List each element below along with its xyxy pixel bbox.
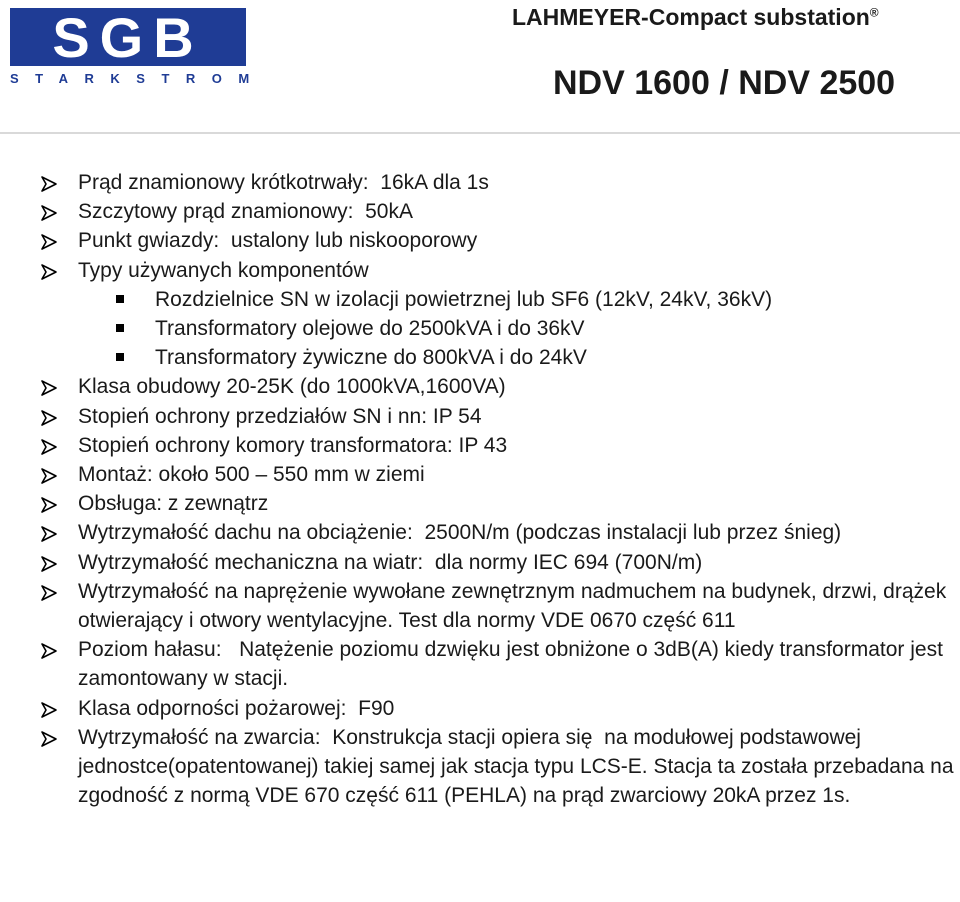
list-item-text: Wytrzymałość mechaniczna na wiatr: dla normy IEC 694 (700N/m) <box>78 550 703 574</box>
arrow-bullet-icon <box>40 260 58 278</box>
list-item <box>40 402 960 431</box>
list-item-text: Punkt gwiazdy: ustalony lub niskooporowy <box>78 229 478 253</box>
list-item-text: Typy używanych komponentów <box>78 258 369 282</box>
list-item <box>40 635 960 693</box>
sub-list-item <box>40 314 960 343</box>
list-item <box>40 723 960 811</box>
list-item-text: Stopień ochrony przedziałów SN i nn: IP 54 <box>78 404 482 428</box>
arrow-bullet-icon <box>40 639 58 657</box>
model-title: NDV 1600 / NDV 2500 <box>553 64 896 102</box>
list-item-text: Wytrzymałość na naprężenie wywołane zewnętrznym nadmuchem na budynek, drzwi, drążek otwierający i otwory wentylacyjne. Test dla normy VDE 0670 część 611 <box>78 579 953 633</box>
arrow-bullet-icon <box>40 435 58 453</box>
header <box>0 0 960 134</box>
list-item <box>40 548 960 577</box>
list-item <box>40 168 960 197</box>
product-title <box>512 4 879 31</box>
arrow-bullet-icon <box>40 172 58 190</box>
list-item-text: Wytrzymałość na zwarcia: Konstrukcja stacji opiera się na modułowej podstawowej jednostce(opatentowanej) takiej samej jak stacja typu LCS-E. Stacja ta została przebadana na zgodność z normą VDE 670 część 611 (PEHLA) na prąd zwarciowy 20kA przez 1s. <box>78 725 960 808</box>
list-item <box>40 489 960 518</box>
list-item <box>40 197 960 226</box>
list-item-text: Rozdzielnice SN w izolacji powietrznej lub SF6 (12kV, 24kV, 36kV) <box>155 287 773 311</box>
list-item-text: Prąd znamionowy krótkotrwały: 16kA dla 1s <box>78 171 489 194</box>
list-item-text: Szczytowy prąd znamionowy: 50kA <box>78 200 413 224</box>
logo-text: SGB <box>52 6 204 69</box>
list-item <box>40 226 960 255</box>
arrow-bullet-icon <box>40 464 58 482</box>
logo-subtext: STARKSTROM <box>10 71 266 86</box>
arrow-bullet-icon <box>40 406 58 424</box>
arrow-bullet-icon <box>40 552 58 570</box>
arrow-bullet-icon <box>40 201 58 219</box>
list-item-text: Klasa odporności pożarowej: F90 <box>78 696 395 720</box>
list-item <box>40 256 960 285</box>
list-item-text: Transformatory olejowe do 2500kVA i do 36kV <box>155 317 585 341</box>
arrow-bullet-icon <box>40 230 58 248</box>
list-item <box>40 577 960 635</box>
list-item-text: Stopień ochrony komory transformatora: IP 43 <box>78 433 508 457</box>
list-item-text: Klasa obudowy 20-25K (do 1000kVA,1600VA) <box>78 375 506 399</box>
product-title-text: LAHMEYER-Compact substation <box>512 4 870 30</box>
arrow-bullet-icon <box>40 493 58 511</box>
sub-list-item <box>40 343 960 372</box>
sub-list-item <box>40 285 960 314</box>
list-item-text: Transformatory żywiczne do 800kVA i do 24kV <box>155 346 587 370</box>
arrow-bullet-icon <box>40 698 58 716</box>
spec-list <box>40 168 960 810</box>
square-bullet-icon <box>116 295 124 303</box>
arrow-bullet-icon <box>40 727 58 745</box>
list-item-text: Montaż: około 500 – 550 mm w ziemi <box>78 463 425 487</box>
square-bullet-icon <box>116 324 124 332</box>
square-bullet-icon <box>116 353 124 361</box>
list-item <box>40 460 960 489</box>
list-item <box>40 431 960 460</box>
list-item-text: Wytrzymałość dachu na obciążenie: 2500N/m (podczas instalacji lub przez śnieg) <box>78 521 842 545</box>
list-item-text: Obsługa: z zewnątrz <box>78 492 269 516</box>
arrow-bullet-icon <box>40 522 58 540</box>
arrow-bullet-icon <box>40 581 58 599</box>
sgb-logo <box>10 6 266 88</box>
list-item-text: Poziom hałasu: Natężenie poziomu dzwięku jest obniżone o 3dB(A) kiedy transformator jest zamontowany w stacji. <box>78 638 949 691</box>
registered-mark: ® <box>869 5 879 20</box>
arrow-bullet-icon <box>40 376 58 394</box>
list-item <box>40 694 960 723</box>
list-item <box>40 518 960 547</box>
list-item <box>40 372 960 401</box>
